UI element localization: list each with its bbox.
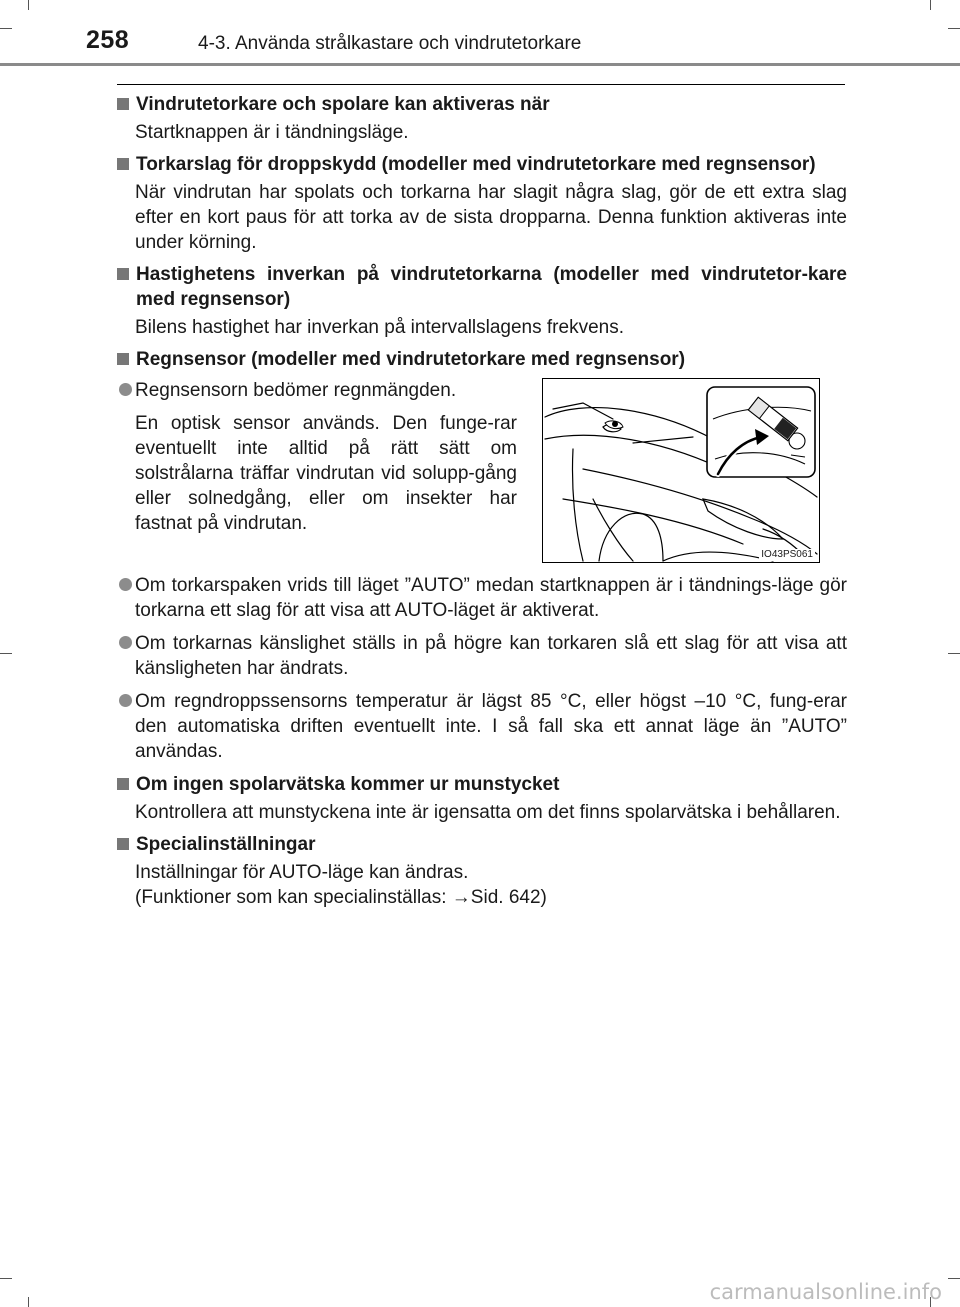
list-item: Om torkarnas känslighet ställs in på högre kan torkaren slå ett slag för att visa att känsligheten har ändrats. (117, 631, 847, 681)
square-bullet-icon (117, 98, 132, 110)
section-title: Torkarslag för droppskydd (modeller med vindrutetorkare med regnsensor) (136, 154, 816, 175)
section-wiper-activation (117, 92, 847, 145)
page-body (117, 92, 847, 917)
list-item: Om torkarspaken vrids till läget ”AUTO” medan startknappen är i tändnings-läge gör torkarna ett slag för att visa att AUTO-läget är aktiverat. (117, 573, 847, 623)
round-bullet-icon (117, 694, 135, 708)
chapter-title: 4-3. Använda strålkastare och vindrutetorkare (198, 33, 582, 54)
section-text: Kontrollera att munstyckena inte är igensatta om det finns spolarvätska i behållaren. (135, 802, 841, 823)
top-rule (117, 84, 845, 85)
section-title: Specialinställningar (136, 834, 316, 855)
round-bullet-icon (117, 636, 135, 650)
page-reference[interactable]: (Funktioner som kan specialinställas: →Sid. 642) (135, 887, 547, 908)
rain-sensor-figure-row (117, 378, 847, 563)
section-rain-sensor (117, 347, 847, 764)
section-title: Regnsensor (modeller med vindrutetorkare med regnsensor) (136, 349, 686, 370)
list-item: Om regndroppssensorns temperatur är lägst 85 °C, eller högst –10 °C, fung-erar den automatiska driften eventuellt inte. I så fall ska ett annat läge än ”AUTO” användas. (117, 689, 847, 764)
section-customization (117, 832, 847, 910)
round-bullet-icon (117, 383, 135, 397)
rain-sensor-illustration (542, 378, 820, 563)
watermark: carmanualsonline.info (709, 1280, 942, 1304)
section-text: Inställningar för AUTO-läge kan ändras. (135, 862, 469, 883)
crop-mark (948, 1278, 960, 1279)
section-title: Vindrutetorkare och spolare kan aktiveras när (136, 94, 550, 115)
crop-mark (28, 1297, 29, 1307)
round-bullet-icon (117, 578, 135, 592)
car-windshield-sensor-illustration (543, 379, 819, 562)
square-bullet-icon (117, 268, 132, 280)
page-header (0, 0, 960, 68)
square-bullet-icon (117, 353, 132, 365)
header-divider (0, 63, 960, 66)
section-speed-effect (117, 262, 847, 340)
section-title: Hastighetens inverkan på vindrutetorkarna (modeller med vindrutetor-kare med regnsensor) (136, 264, 847, 310)
section-text: När vindrutan har spolats och torkarna har slagit några slag, gör de ett extra slag efter en kort paus för att torka av de sista dropparna. Denna funktion aktiveras inte under körning. (135, 182, 847, 253)
square-bullet-icon (117, 778, 132, 790)
square-bullet-icon (117, 838, 132, 850)
section-title: Om ingen spolarvätska kommer ur munstycket (136, 774, 560, 795)
crop-mark (948, 653, 960, 654)
crop-mark (0, 1278, 12, 1279)
crop-mark (0, 653, 12, 654)
section-text: Bilens hastighet har inverkan på intervallslagens frekvens. (135, 317, 624, 338)
figure-code: IO43PS061 (761, 549, 813, 560)
section-text: Startknappen är i tändningsläge. (135, 122, 409, 143)
page-number: 258 (86, 26, 130, 54)
section-drip-protection (117, 152, 847, 255)
square-bullet-icon (117, 158, 132, 170)
list-item: Regnsensorn bedömer regnmängden. (117, 378, 517, 403)
rain-sensor-note: En optisk sensor används. Den funge-rar eventuellt inte alltid på rätt sätt om solstrålarna träffar vindrutan vid solupp-gång eller solnedgång, eller om insekter har fastnat på vindrutan. (135, 413, 517, 534)
section-washer-fluid (117, 772, 847, 825)
